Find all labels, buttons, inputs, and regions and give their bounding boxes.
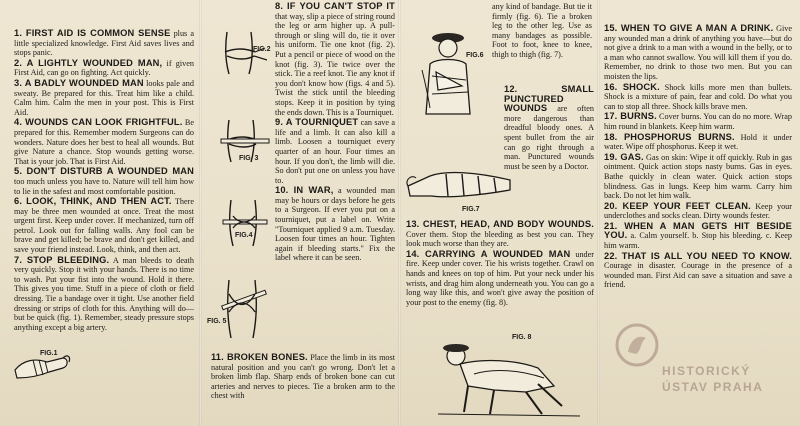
section-text: Keep your underclothes and socks clean. Dirty wounds fester.	[604, 201, 792, 221]
figure-tourniquet-twisted	[215, 278, 273, 340]
section-text: a. Calm yourself. b. Stop his bleeding. c. Keep him warm.	[604, 231, 792, 251]
panel-2-text-bottom	[211, 353, 395, 409]
paragraph	[406, 220, 594, 249]
section-heading: 22. THAT IS ALL YOU NEED TO KNOW.	[604, 250, 792, 261]
paragraph	[275, 186, 395, 263]
section-text: Be prepared for this. Remember modern Surgeons can do wonders. Nature does her best to heal all wounds. But give Nature a chance. Stop wounds getting worse. That is your job. That is First Aid.	[14, 118, 194, 166]
panel-4	[600, 0, 800, 426]
section-heading: 21. WHEN A MAN GETS HIT BESIDE YOU.	[604, 220, 792, 241]
section-heading: 20. KEEP YOUR FEET CLEAN.	[604, 200, 751, 211]
section-heading: 7. STOP BLEEDING.	[14, 254, 110, 265]
paragraph	[604, 24, 792, 82]
figure-label-6: FIG.6	[466, 52, 484, 59]
section-heading: 9. A TOURNIQUET	[275, 117, 359, 128]
section-heading: 8. IF YOU CAN'T STOP IT	[275, 2, 395, 11]
figure-splinted-legs	[406, 156, 514, 212]
section-text: Gas on skin: Wipe it off quickly. Rub in gas ointment. Quick action stops nasty burns. Gas in eyes. Bathe quickly in clean water. Quick action stops blindness. Gas in lungs. Keep him warm. Carry him back. Do not let him walk.	[604, 152, 792, 201]
paragraph	[604, 222, 792, 251]
watermark-lion-logo	[614, 322, 660, 368]
figure-label-1: FIG.1	[40, 350, 58, 357]
figure-tourniquet-knot	[221, 30, 273, 76]
section-heading: 18. PHOSPHORUS BURNS.	[604, 131, 735, 142]
section-text: plus a little specialized knowledge. First Aid saves lives and stops panic.	[14, 29, 194, 58]
section-heading: 17. BURNS.	[604, 111, 657, 122]
paragraph	[14, 167, 194, 196]
figure-carrying-wounded-man	[434, 334, 584, 420]
section-heading: 2. A LIGHTLY WOUNDED MAN,	[14, 57, 163, 68]
section-heading: 19. GAS.	[604, 151, 644, 162]
section-text: that way, slip a piece of string round the leg or arm higher up. A pull-through or sling will do, tie it over his uniform. Tie one knot (fig. 2). Put a pencil or piece of wood on the knot (fig. 3). Tie twice over the stick. Tie a reef knot. Tie any knot if you don't know how (figs. 4 and 5). Twist the stick until the bleeding stops. Keep it in position by tying the ends down. This is a Tourniquet.	[275, 11, 395, 117]
section-heading: 5. DON'T DISTURB A WOUNDED MAN	[14, 166, 194, 177]
section-heading: 4. WOUNDS CAN LOOK FRIGHTFUL.	[14, 117, 183, 128]
section-text: Hold it under water. Wipe off phosphorus. Keep it wet.	[604, 132, 792, 152]
paragraph	[14, 118, 194, 166]
section-text: There may be three men wounded at once. Treat the most urgent first. Keep under cover. If mechanized, turn off petrol. Look out for falling walls. Any fool can be brave and get killed; be brave and don't get killed, and save your friend instead. Look, think, and then act.	[14, 197, 194, 255]
figure-label-4: FIG.4	[235, 232, 253, 239]
section-heading: 3. A BADLY WOUNDED MAN	[14, 77, 144, 88]
paragraph	[14, 197, 194, 255]
paragraph	[604, 153, 792, 201]
section-text: if given First Aid, can go on fighting. Act quickly.	[14, 58, 194, 78]
text-12: are often more dangerous than dreadful bloody ones. A spent bullet from the air can go right through a man. Punctured wounds must be seen by a Doctor.	[504, 104, 594, 171]
section-text: Cover burns. You can do no more. Wrap him round in blankets. Keep him warm.	[604, 112, 792, 131]
figure-label-3: FIG. 3	[239, 155, 259, 162]
figure-label-5: FIG. 5	[207, 318, 227, 325]
panel-3-text-bottom	[406, 220, 594, 328]
panel-3-text-12	[504, 85, 594, 217]
section-text: A man bleeds to death very quickly. Stop it with your hands. There is no time to wash. Put your fist into the wound. Hold it there. This gives you time. Stuff in a piece of cloth or field dressing. Tie a bandage over it tight. Use another field dressing or strips of cloth for this. Anything will do—but be quick (fig. 1). Remember, steady pressure stops anything except a big artery.	[14, 255, 194, 332]
watermark-line-1: HISTORICKÝ	[662, 364, 751, 378]
continued-text: any kind of bandage. But tie it firmly (fig. 6). Tie a broken leg to the other leg. Use as many bandages as possible. Foot to foot, knee to knee, thigh to thigh (fig. 7).	[492, 2, 592, 59]
panel-2-text-top	[275, 2, 395, 346]
panel-3-text-top	[492, 2, 592, 82]
section-text: a wounded man may be hours or days before he gets to a Surgeon. If ever you put on a tourniquet, put a label on. Write "Tourniquet applied 9 a.m. Tuesday. Loosen four times an hour. Tighten again if bleeding starts." Fix the label where it can be seen.	[275, 186, 395, 263]
section-heading: 6. LOOK, THINK, AND THEN ACT.	[14, 196, 172, 207]
paragraph	[604, 83, 792, 112]
figure-label-7: FIG.7	[462, 206, 480, 213]
section-heading: 16. SHOCK.	[604, 81, 660, 92]
section-text: Shock kills more men than bullets. Shock is a mixture of pain, fear and cold. Do what you can to stop all three. Shock kills brave men.	[604, 82, 792, 111]
section-text: Give any wounded man a drink of anything you have—but do not give a drink to a man with a wound in the belly, or to a man who cannot swallow. You will kill them if you do. Remember, no drink to those two men. But you can moisten the lips.	[604, 24, 792, 81]
section-text: Cover them. Stop the bleeding as best you can. They look much worse than they are.	[406, 229, 594, 249]
section-heading: 14. CARRYING A WOUNDED MAN	[406, 248, 571, 259]
panel-3	[400, 0, 598, 426]
paragraph	[275, 118, 395, 185]
paragraph	[406, 250, 594, 308]
watermark-line-2: ÚSTAV PRAHA	[662, 380, 764, 394]
section-text: can save a life and a limb. It can also kill a limb. Loosen a tourniquet every quarter of an hour. Four times an hour. If you don't, the limb will die. So don't put one on unless you have to.	[275, 118, 395, 185]
panel-2	[201, 0, 400, 426]
paragraph	[604, 133, 792, 152]
paragraph	[211, 353, 395, 401]
section-text: looks pale and sweaty. Be prepared for this. Treat him like a child. Calm him. Calm the men in your post. This is First Aid.	[14, 78, 194, 117]
heading-12: 12. SMALL PUNCTURED WOUNDS	[504, 85, 594, 114]
paragraph	[14, 59, 194, 78]
paragraph	[275, 2, 395, 117]
section-heading: 13. CHEST, HEAD, AND BODY WOUNDS.	[406, 220, 594, 229]
section-heading: 15. WHEN TO GIVE A MAN A DRINK.	[604, 24, 774, 33]
paragraph	[14, 29, 194, 58]
figure-label-8: FIG. 8	[512, 334, 532, 341]
figure-arm-sling-soldier	[418, 30, 486, 116]
figure-bandaged-arm	[13, 340, 71, 382]
paragraph	[14, 256, 194, 333]
paragraph	[604, 252, 792, 290]
paragraph	[604, 112, 792, 131]
section-heading: 11. BROKEN BONES.	[211, 353, 308, 362]
figure-label-2: FIG.2	[253, 46, 271, 53]
section-heading: 10. IN WAR,	[275, 185, 334, 196]
section-heading: 1. FIRST AID IS COMMON SENSE	[14, 29, 171, 38]
paragraph	[604, 202, 792, 221]
section-text: too much unless you have to. Nature will tell him how to lie in the safest and most comfortable position.	[14, 176, 194, 196]
figure-tourniquet-tie	[219, 198, 273, 248]
section-text: Courage in disaster. Courage in the presence of a wounded man. First Aid can save a situation and save a friend.	[604, 261, 792, 290]
section-text: Place the limb in its most natural position and you can't go wrong. Don't let a broken limb flap. Sharp ends of broken bone can cut arteries and nerves to pieces. Tie a broken arm to the chest with	[211, 353, 395, 401]
section-text: under fire. Keep under cover. Tie his wrists together. Crawl on hands and knees on top of him. Put your neck under his wrists, and drag him along underneath you. You can go a long way like this, and won't give away the position of your post to the enemy (fig. 8).	[406, 249, 594, 307]
paragraph	[14, 79, 194, 117]
panel-1	[0, 0, 200, 426]
